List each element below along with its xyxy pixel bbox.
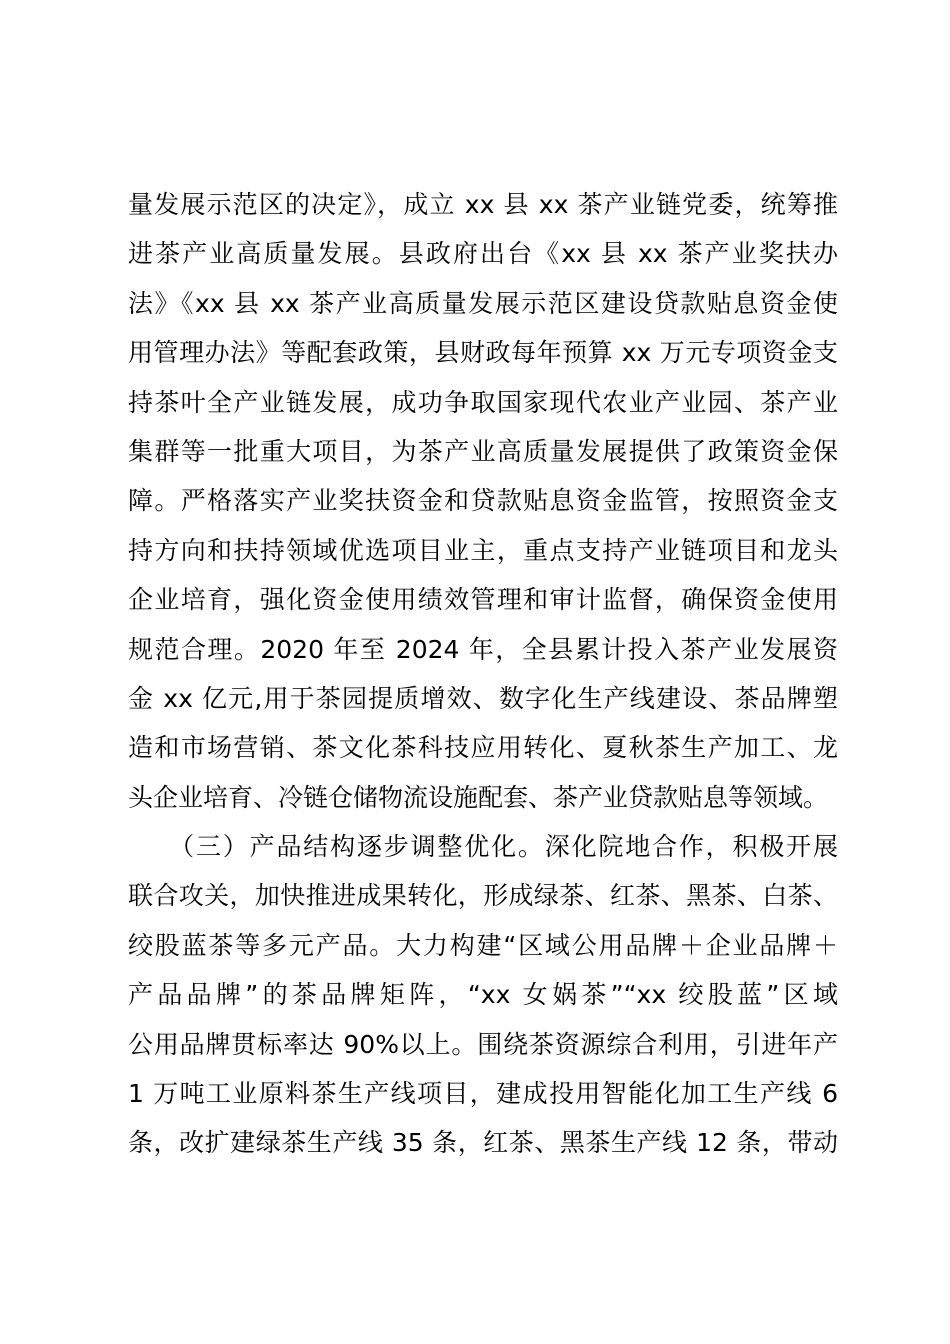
text-line: 法》《xx 县 xx 茶产业高质量发展示范区建设贷款贴息资金使 bbox=[128, 288, 838, 318]
text-line: 联合攻关，加快推进成果转化，形成绿茶、红茶、黑茶、白茶、 bbox=[128, 881, 838, 911]
text-line: 产品品牌”的茶品牌矩阵，“xx 女娲茶”“xx 绞股蓝”区域 bbox=[128, 980, 838, 1010]
text-line: 条，改扩建绿茶生产线 35 条，红茶、黑茶生产线 12 条，带动 bbox=[128, 1128, 838, 1158]
text-line: 规范合理。2020 年至 2024 年，全县累计投入茶产业发展资 bbox=[128, 634, 838, 664]
text-line-section-heading: （三）产品结构逐步调整优化。深化院地合作，积极开展 bbox=[128, 832, 838, 862]
text-line: 公用品牌贯标率达 90%以上。围绕茶资源综合利用，引进年产 bbox=[128, 1029, 838, 1059]
text-line: 企业培育，强化资金使用绩效管理和审计监督，确保资金使用 bbox=[128, 585, 838, 615]
text-line: 造和市场营销、茶文化茶科技应用转化、夏秋茶生产加工、龙 bbox=[128, 733, 838, 763]
text-line: 1 万吨工业原料茶生产线项目，建成投用智能化加工生产线 6 bbox=[128, 1079, 838, 1109]
text-line: 集群等一批重大项目，为茶产业高质量发展提供了政策资金保 bbox=[128, 436, 838, 466]
text-line: 障。严格落实产业奖扶资金和贷款贴息资金监管，按照资金支 bbox=[128, 486, 838, 516]
text-line: 持方向和扶持领域优选项目业主，重点支持产业链项目和龙头 bbox=[128, 535, 838, 565]
text-line: 绞股蓝茶等多元产品。大力构建“区域公用品牌＋企业品牌＋ bbox=[128, 930, 838, 960]
text-line: 进茶产业高质量发展。县政府出台《xx 县 xx 茶产业奖扶办 bbox=[128, 239, 838, 269]
text-line: 量发展示范区的决定》，成立 xx 县 xx 茶产业链党委，统筹推 bbox=[128, 190, 838, 219]
text-line: 持茶叶全产业链发展，成功争取国家现代农业产业园、茶产业 bbox=[128, 387, 838, 417]
body-text bbox=[128, 180, 838, 1168]
text-line-paragraph-end: 头企业培育、冷链仓储物流设施配套、茶产业贷款贴息等领域。 bbox=[128, 782, 829, 812]
text-line: 用管理办法》等配套政策，县财政每年预算 xx 万元专项资金支 bbox=[128, 338, 838, 368]
text-line: 金 xx 亿元,用于茶园提质增效、数字化生产线建设、茶品牌塑 bbox=[128, 683, 838, 713]
